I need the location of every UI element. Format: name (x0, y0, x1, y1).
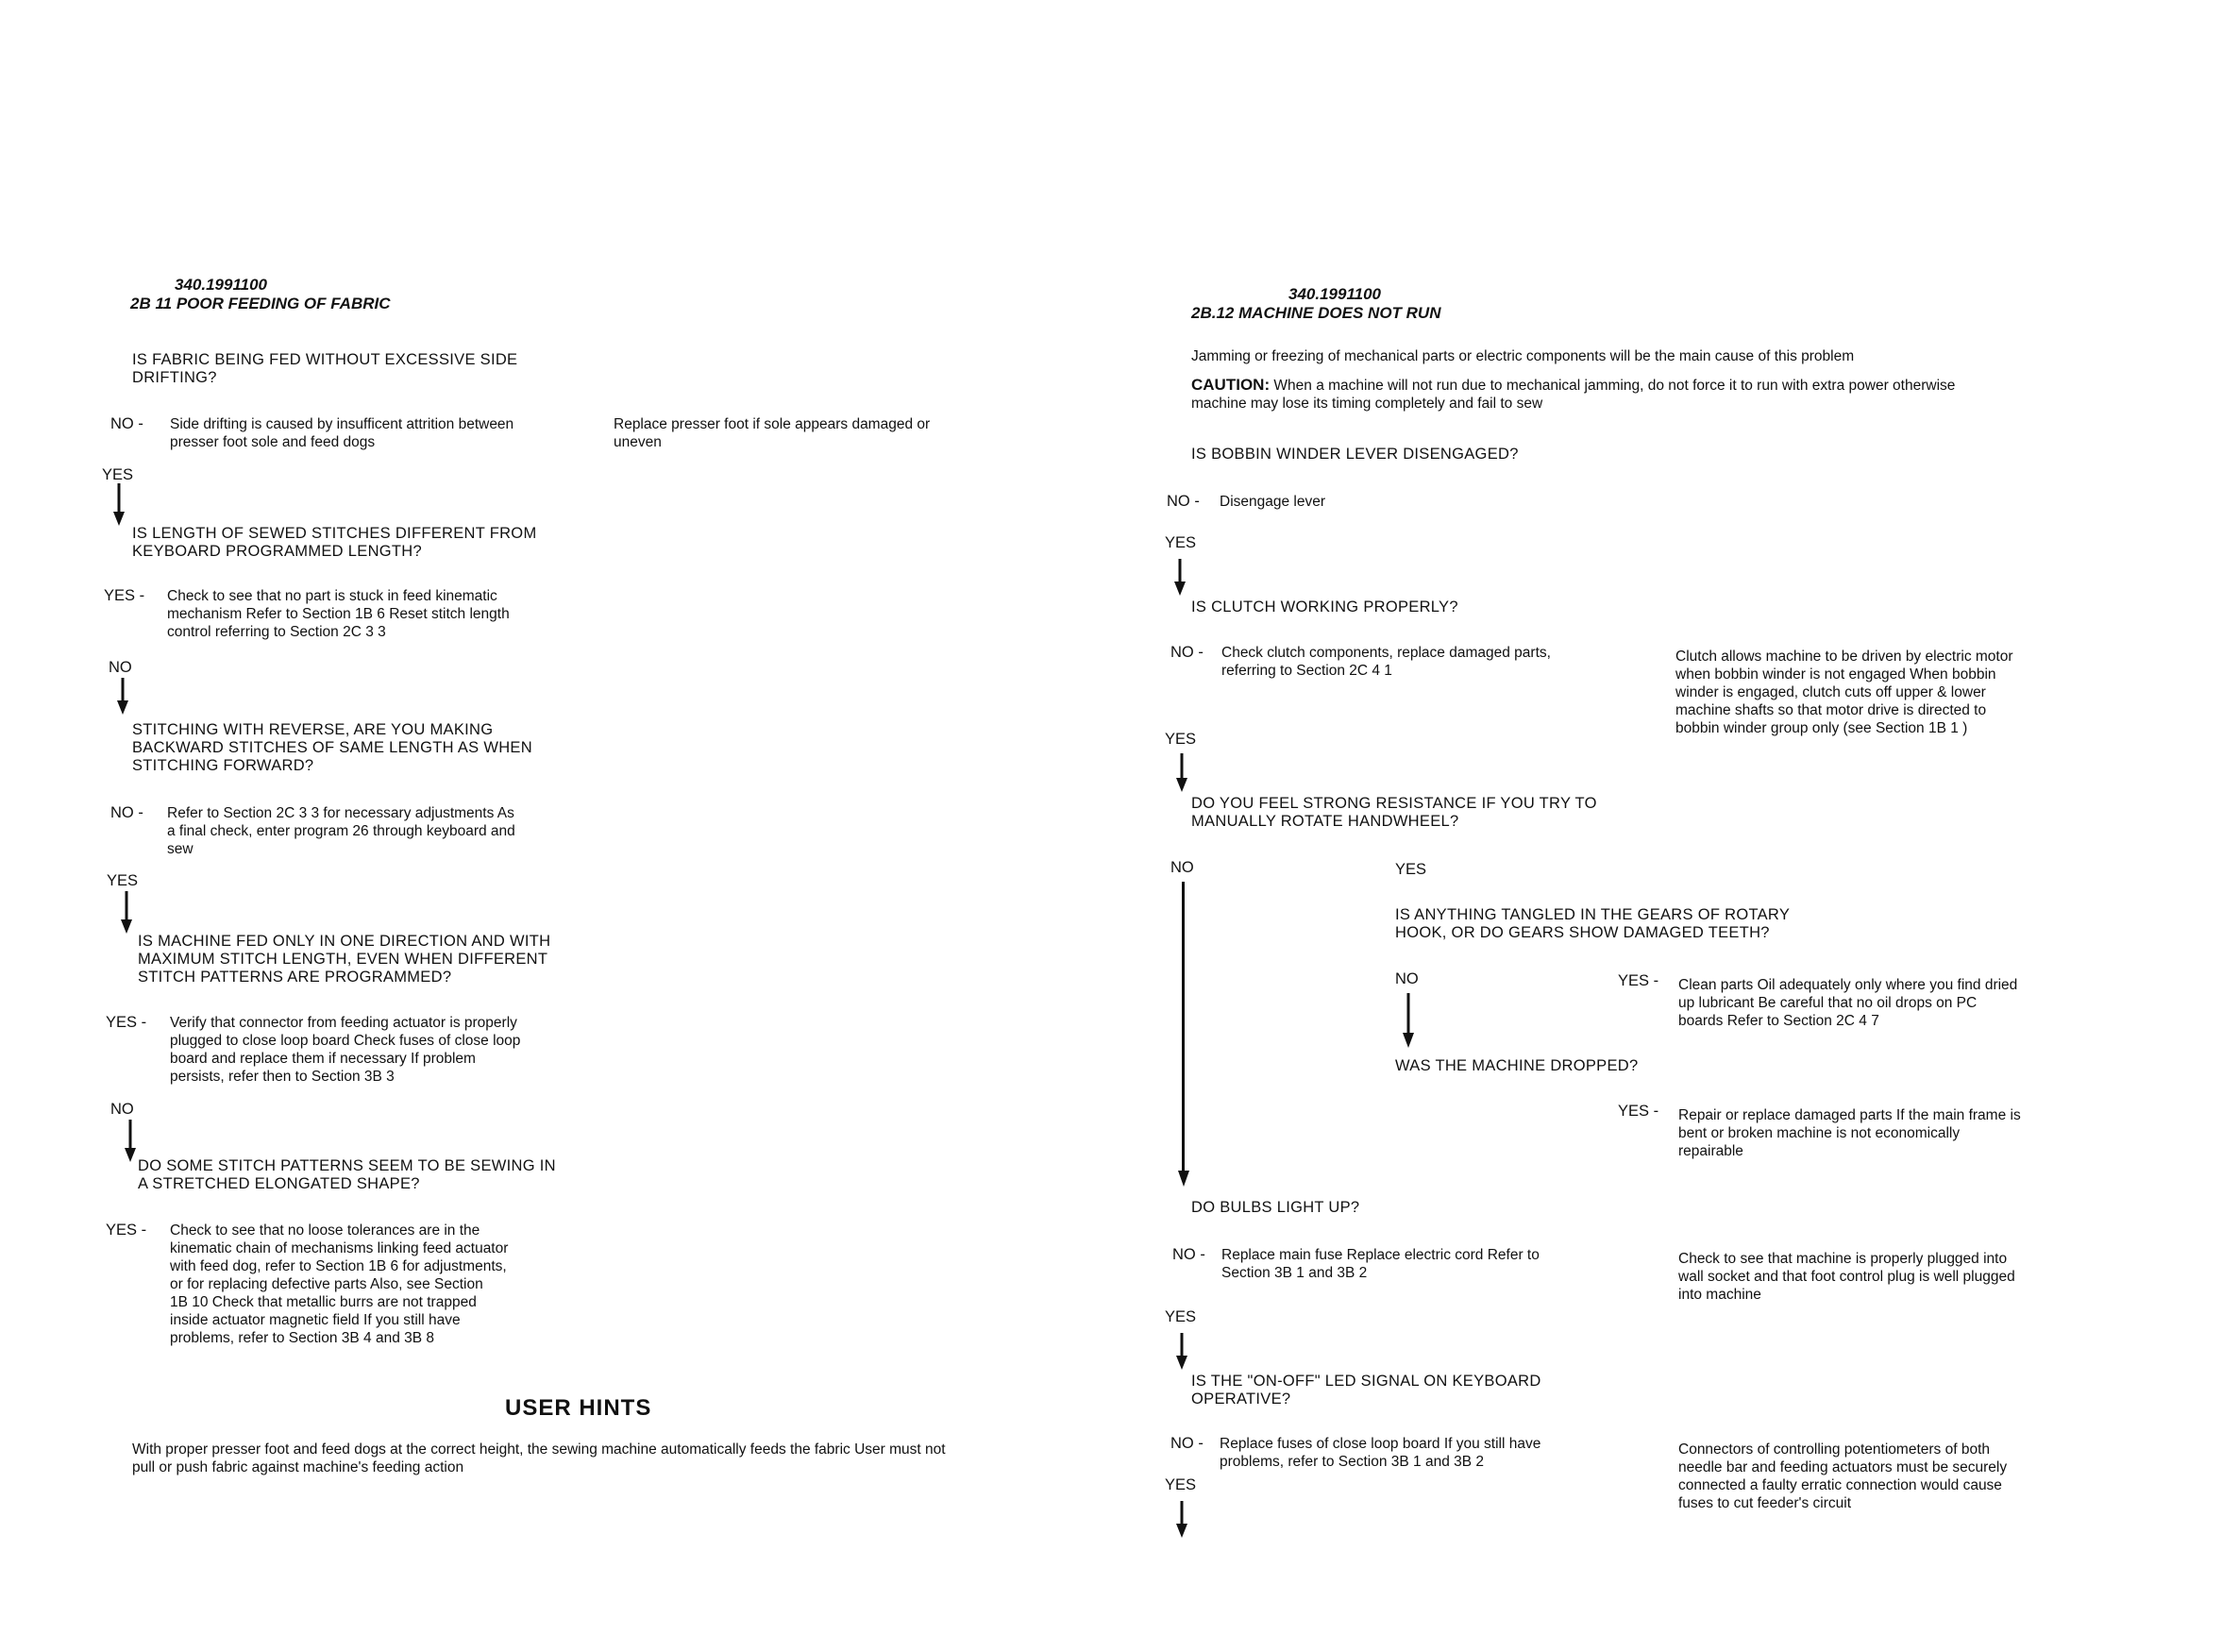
right-answer-text: Replace fuses of close loop board If you still have problems, refer to Section 3B 1 and 3B 2 (1220, 1436, 1541, 1470)
right-question-clutch: IS CLUTCH WORKING PROPERLY? (1191, 598, 1458, 615)
left-answer-label: NO (110, 1101, 134, 1118)
right-question-dropped: WAS THE MACHINE DROPPED? (1395, 1057, 1639, 1074)
right-answer-label: NO - (1167, 493, 1200, 510)
right-side-note: Clutch allows machine to be driven by electric motor when bobbin winder is not engaged When bobbin winder is engaged, clutch cuts off upper & lower machine shafts so that motor drive is directed to bobbin winder group only (see Section 1B 1 ) (1675, 649, 2013, 736)
right-answer-label: NO - (1170, 644, 1204, 661)
right-answer-label: YES (1165, 1476, 1197, 1493)
right-question-led-signal: IS THE "ON-OFF" LED SIGNAL ON KEYBOARD OPERATIVE? (1191, 1373, 1541, 1408)
right-question-gears: IS ANYTHING TANGLED IN THE GEARS OF ROTARY HOOK, OR DO GEARS SHOW DAMAGED TEETH? (1395, 906, 1791, 941)
flow-arrow-icon (1174, 753, 1189, 793)
right-answer-text: Repair or replace damaged parts If the main frame is bent or broken machine is not economically repairable (1678, 1107, 2021, 1159)
right-question-resistance: DO YOU FEEL STRONG RESISTANCE IF YOU TRY TO MANUALLY ROTATE HANDWHEEL? (1191, 795, 1597, 830)
right-answer-label: YES (1165, 1308, 1197, 1325)
right-answer-text: Check clutch components, replace damaged parts, referring to Section 2C 4 1 (1221, 645, 1551, 679)
left-answer-label: NO - (110, 804, 143, 821)
left-answer-text: Verify that connector from feeding actuator is properly plugged to close loop board Check fuses of close loop board and replace them if necessary If problem persists, refer then to Section 3B 3 (170, 1015, 521, 1085)
flow-arrow-icon (1174, 1333, 1189, 1371)
right-side-note: Check to see that machine is properly plugged into wall socket and that foot control plug is well plugged into machine (1678, 1251, 2015, 1303)
left-question-stitch-length: IS LENGTH OF SEWED STITCHES DIFFERENT FROM KEYBOARD PROGRAMMED LENGTH? (132, 525, 537, 560)
caution-body: When a machine will not run due to mechanical jamming, do not force it to run with extra power otherwise machine may lose its timing completely and fail to sew (1191, 378, 1956, 412)
right-answer-label: YES (1395, 861, 1427, 878)
right-intro-text: Jamming or freezing of mechanical parts or electric components will be the main cause of this problem (1191, 348, 1855, 364)
left-answer-text: Refer to Section 2C 3 3 for necessary adjustments As a final check, enter program 26 through keyboard and sew (167, 805, 515, 857)
left-answer-label: NO (109, 659, 132, 676)
flow-arrow-icon (115, 678, 130, 716)
right-answer-label: NO (1395, 970, 1419, 987)
right-answer-label: YES - (1618, 972, 1659, 989)
left-answer-label: YES (102, 466, 134, 483)
right-answer-label: YES - (1618, 1103, 1659, 1120)
user-hints-heading: USER HINTS (505, 1395, 652, 1421)
right-answer-text: Replace main fuse Replace electric cord Refer to Section 3B 1 and 3B 2 (1221, 1247, 1540, 1281)
right-section-title: 2B.12 MACHINE DOES NOT RUN (1191, 304, 1441, 322)
left-section-title: 2B 11 POOR FEEDING OF FABRIC (130, 295, 391, 312)
left-question-side-drifting: IS FABRIC BEING FED WITHOUT EXCESSIVE SIDE DRIFTING? (132, 351, 518, 386)
right-answer-label: NO (1170, 859, 1194, 876)
user-hints-text: With proper presser foot and feed dogs at the correct height, the sewing machine automatically feeds the fabric User must not pull or push fabric against machine's feeding action (132, 1441, 946, 1475)
left-answer-label: NO - (110, 415, 143, 432)
flow-arrow-icon (119, 891, 134, 935)
left-question-reverse-stitching: STITCHING WITH REVERSE, ARE YOU MAKING BACKWARD STITCHES OF SAME LENGTH AS WHEN STITCHING FORWARD? (132, 721, 532, 774)
left-answer-text: Check to see that no part is stuck in feed kinematic mechanism Refer to Section 1B 6 Reset stitch length control referring to Section 2C 3 3 (167, 588, 510, 640)
right-answer-text: Clean parts Oil adequately only where you find dried up lubricant Be careful that no oil drops on PC boards Refer to Section 2C 4 7 (1678, 977, 2018, 1029)
flow-arrow-icon (1176, 1167, 1191, 1188)
right-answer-label: NO - (1170, 1435, 1204, 1452)
right-answer-label: YES (1165, 731, 1197, 748)
left-answer-text: Check to see that no loose tolerances are in the kinematic chain of mechanisms linking feed actuator with feed dog, refer to Section 1B 6 for adjustments, or for replacing defective parts Also, see Section 1B 10 Check that metallic burrs are not trapped inside actuator magnetic field If you still have problems, refer to Section 3B 4 and 3B 8 (170, 1222, 509, 1346)
left-answer-label: YES - (104, 587, 145, 604)
left-answer-label: YES - (106, 1222, 147, 1239)
left-answer-text: Side drifting is caused by insufficent attrition between presser foot sole and feed dogs (170, 416, 514, 450)
left-answer-label: YES (107, 872, 139, 889)
right-answer-label: NO - (1172, 1246, 1205, 1263)
left-question-elongated-shape: DO SOME STITCH PATTERNS SEEM TO BE SEWING IN A STRETCHED ELONGATED SHAPE? (138, 1157, 556, 1192)
caution-label: CAUTION: (1191, 376, 1271, 394)
flow-line (1182, 882, 1185, 1174)
right-document-code: 340.1991100 (1288, 285, 1382, 303)
left-side-note: Replace presser foot if sole appears damaged or uneven (614, 416, 931, 450)
right-caution-text (1191, 376, 1955, 413)
right-answer-text: Disengage lever (1220, 494, 1326, 510)
left-document-code: 340.1991100 (175, 276, 268, 294)
left-answer-label: YES - (106, 1014, 147, 1031)
right-side-note: Connectors of controlling potentiometers of both needle bar and feeding actuators must be securely connected a faulty erratic connection would cause fuses to cut feeder's circuit (1678, 1441, 2008, 1511)
flow-arrow-icon (1172, 559, 1187, 597)
left-question-one-direction: IS MACHINE FED ONLY IN ONE DIRECTION AND WITH MAXIMUM STITCH LENGTH, EVEN WHEN DIFFERENT STITCH PATTERNS ARE PROGRAMMED? (138, 933, 551, 986)
flow-arrow-icon (111, 483, 126, 527)
flow-arrow-icon (1401, 993, 1416, 1050)
right-question-bulbs: DO BULBS LIGHT UP? (1191, 1199, 1360, 1216)
right-question-bobbin-winder: IS BOBBIN WINDER LEVER DISENGAGED? (1191, 446, 1519, 463)
flow-arrow-icon (1174, 1501, 1189, 1539)
right-answer-label: YES (1165, 534, 1197, 551)
flow-arrow-icon (123, 1120, 138, 1163)
